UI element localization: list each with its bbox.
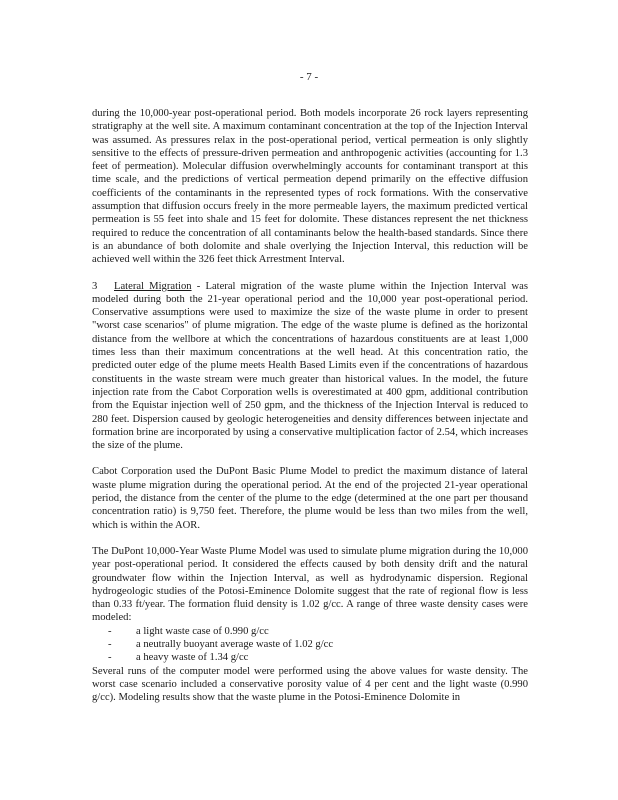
- section-number: 3: [92, 280, 98, 292]
- paragraph-spacer: [92, 532, 528, 545]
- paragraph-basic-plume-model: Cabot Corporation used the DuPont Basic Plume Model to predict the maximum distance of lateral waste plume migration during the operational period. At the end of the projected 21-year operational period, the distance from the center of the plume to the edge (determined at the one part per thousand concentration ratio) is 9,750 feet. Therefore, the plume would be less than two miles from the well, which is within the AOR.: [92, 466, 528, 531]
- paragraph-model-runs: Several runs of the computer model were performed using the above values for waste density. The worst case scenario included a conservative porosity value of 4 per cent and the light waste (0.990 g/cc). Modeling results show that the waste plume in the Potosi-Eminence Dolomite in: [92, 665, 528, 704]
- list-item-text: a neutrally buoyant average waste of 1.02 g/cc: [136, 638, 334, 650]
- paragraph-lateral-migration: [92, 280, 528, 453]
- document-body: [92, 107, 528, 704]
- section-body: - Lateral migration of the waste plume within the Injection Interval was modeled during both the 21-year operational period and the 10,000 year post-operational period. Conservative assumptions were used to maximize the size of the waste plume in order to present "worst case scenarios" of plume migration. The edge of the waste plume is defined as the horizontal distance from the wellbore at which the concentrations of hazardous constituents are at least 1,000 times less than their maximum concentrations at the well head. At this concentration ratio, the predicted outer edge of the plume meets Health Based Limits even if the concentrations of hazardous constituents in the waste stream were much greater than historical values. In the model, the future injection rate from the Cabot Corporation wells is overestimated at 400 gpm, additional contribution from the Equistar injection well of 250 gpm, and the thickness of the Injection Interval is reduced to 280 feet. Dispersion caused by geologic heterogeneities and density differences between injectate and formation brine are incorporated by using a conservative multiplication factor of 2.54, which increases the size of the plume.: [92, 280, 528, 452]
- section-title: Lateral Migration: [114, 280, 192, 292]
- paragraph-10000-year-model: The DuPont 10,000-Year Waste Plume Model was used to simulate plume migration during the 10,000 year post-operational period. It considered the effects caused by both density drift and the natural groundwater flow within the Injection Interval, as well as hydrodynamic dispersion. Regional hydrogeologic studies of the Potosi-Eminence Dolomite suggest that the rate of regional flow is less than 0.33 ft/year. The formation fluid density is 1.02 g/cc. A range of three waste density cases were modeled:: [92, 545, 528, 624]
- waste-density-list: [92, 625, 528, 665]
- paragraph-vertical-permeation: during the 10,000-year post-operational period. Both models incorporate 26 rock layers representing stratigraphy at the well site. A maximum contaminant concentration at the top of the Injection Interval was assumed. As pressures relax in the post-operational period, vertical permeation is only slightly sensitive to the effects of pressure-driven permeation and anthropogenic activities (accounting for 1.3 feet of permeation). Molecular diffusion overwhelmingly accounts for contaminant transport at this time scale, and the predictions of vertical permeation depend primarily on the effective diffusion coefficients of the contaminants in the represented types of rock formations. With the conservative assumption that diffusion occurs freely in the more permeable layers, the maximum predicted vertical permeation is 55 feet into shale and 15 feet for dolomite. These distances represent the net thickness required to reduce the concentration of all contaminants below the health-based standards. Since there is an abundance of both dolomite and shale overlying the Injection Interval, this reduction will be achieved well within the 326 feet thick Arrestment Interval.: [92, 108, 528, 266]
- list-item-text: a heavy waste of 1.34 g/cc: [136, 652, 249, 664]
- bullet-dash: -: [108, 652, 112, 664]
- paragraph-spacer: [92, 267, 528, 280]
- list-item-text: a light waste case of 0.990 g/cc: [136, 625, 269, 637]
- page-number: - 7 -: [299, 71, 319, 83]
- bullet-dash: -: [108, 638, 112, 650]
- paragraph-spacer: [92, 452, 528, 465]
- list-item: [92, 638, 528, 651]
- list-item: [92, 651, 528, 664]
- bullet-dash: -: [108, 625, 112, 637]
- list-item: [92, 625, 528, 638]
